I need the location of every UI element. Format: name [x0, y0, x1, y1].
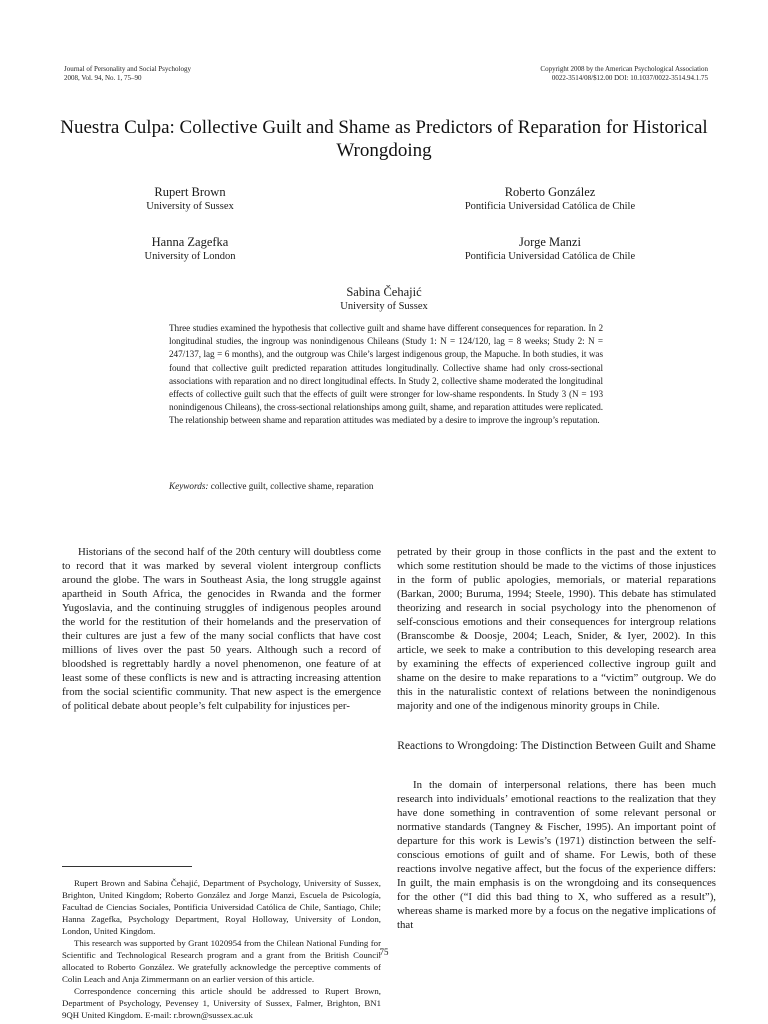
footnote: This research was supported by Grant 1020954 from the Chilean National Funding for Scientific and Technological Research program and a grant from the British Council allocated to Roberto González. We gratefully acknowledge the perceptive comments of Colin Leach and Anja Zimmermann on an earlier version of this article.: [62, 938, 381, 984]
journal-name: Journal of Personality and Social Psychology: [64, 65, 191, 73]
copyright-header: [540, 65, 708, 82]
page-number: 75: [379, 947, 389, 957]
author-name: Roberto González: [504, 185, 596, 199]
author-name: Rupert Brown: [154, 185, 226, 199]
article-title: Nuestra Culpa: Collective Guilt and Shame as Predictors of Reparation for Historical Wrongdoing: [60, 117, 708, 161]
copyright-line: Copyright 2008 by the American Psychological Association: [540, 65, 708, 73]
author-affiliation: Pontificia Universidad Católica de Chile: [464, 251, 636, 262]
author-affiliation: University of Sussex: [146, 201, 234, 212]
doi-line: 0022-3514/08/$12.00 DOI: 10.1037/0022-3514.94.1.75: [551, 73, 708, 82]
abstract: Three studies examined the hypothesis that collective guilt and shame have different consequences for reparation. In 2 longitudinal studies, the ingroup was nonindigenous Chileans (Study 1: N = 124/120, lag = 8 weeks; Study 2: N = 247/137, lag = 6 months), and the outgroup was Chile’s largest indigenous group, the Mapuche. In both studies, it was found that collective guilt predicted reparation attitudes longitudinally. Collective shame had only cross-sectional associations with reparation and no direct longitudinal effects. In Study 2, collective shame moderated the longitudinal effects of collective guilt such that the effects of guilt were stronger for low-shame respondents. In Study 3 (N = 193 nonindigenous Chileans), the cross-sectional relationships among guilt, shame, and reparation attitudes were replicated. The relationship between shame and reparation attitudes was mediated by a desire to improve the ingroup’s reputation.: [169, 323, 603, 426]
journal-header: [64, 65, 191, 82]
footnote-divider: [62, 866, 192, 867]
author-name: Hanna Zagefka: [151, 235, 229, 249]
body-paragraph: petrated by their group in those conflicts in the past and the extent to which some restitution should be made to the victims of those injustices in the form of public apologies, memorials, or material reparations (Barkan, 2000; Buruma, 1994; Steele, 1990). This debate has stimulated theorizing and research in social psychology into the phenomenon of self-conscious emotions and their consequences for intergroup relations (Branscombe & Doosje, 2004; Leach, Snider, & Iyer, 2002). In this article, we seek to make a contribution to this developing research area by examining the effects of experienced collective ingroup guilt and shame on the desire to make reparations to a “victim” outgroup. We do this in the naturalistic context of relations between the nonindigenous majority and one of the indigenous minority groups in Chile.: [397, 546, 716, 712]
body-paragraph: In the domain of interpersonal relations, there has been much research into individuals’ emotional reactions to the realization that they have done something in contravention of some relevant personal or normative standards (Tangney & Fischer, 1995). An important point of departure for this work is Lewis’s (1971) distinction between the self-conscious emotions of guilt and of shame. For Lewis, both of these reactions involve negative affect, but the focus of the experience differs: In guilt, the main emphasis is on the wrongdoing and its consequences for the other (“I did this bad thing to X, who suffered as a result”), whereas shame is marked more by a focus on the negative implications of that: [397, 779, 717, 931]
keywords: [169, 480, 603, 492]
section-body: [397, 778, 716, 932]
author-block: [304, 285, 464, 313]
keywords-text: collective guilt, collective shame, reparation: [210, 481, 374, 491]
author-block: [430, 185, 670, 213]
journal-volume: 2008, Vol. 94, No. 1, 75–90: [64, 73, 142, 82]
body-paragraph: Historians of the second half of the 20th century will doubtless come to record that it was marked by several violent intergroup conflicts around the globe. The wars in Southeast Asia, the long struggle against apartheid in South Africa, the genocides in Rwanda and the former Yugoslavia, and the continuing struggles of indigenous peoples around the world for the restitution of their homelands and the preservation of their cultures are just a few of the many social conflicts that have cost millions of lives over the past 50 years. Although such a record of bloodshed is regrettably hardly a novel phenomenon, one feature of at least some of these conflicts is new and is attracting increasing attention from the social scientific community. That new aspect is the emergence of political debate about people’s felt culpability for injustices per-: [62, 546, 381, 712]
author-affiliation: University of Sussex: [340, 301, 428, 312]
author-block: [110, 185, 270, 213]
author-affiliation: Pontificia Universidad Católica de Chile: [464, 201, 636, 212]
author-block: [430, 235, 670, 263]
body-column-right: [397, 545, 716, 713]
footnote: Correspondence concerning this article should be addressed to Rupert Brown, Department of Psychology, Pevensey 1, University of Sussex, Falmer, Brighton, BN1 9QH United Kingdom. E-mail: r.brown@sussex.ac.uk: [62, 986, 381, 1020]
footnote: Rupert Brown and Sabina Čehajić, Department of Psychology, University of Sussex, Brighton, United Kingdom; Roberto González and Jorge Manzi, Escuela de Psicología, Facultad de Ciencias Sociales, Pontificia Universidad Católica de Chile, Santiago, Chile; Hanna Zagefka, Psychology Department, Royal Holloway, University of London, London, United Kingdom.: [62, 878, 381, 936]
section-heading: Reactions to Wrongdoing: The Distinction Between Guilt and Shame: [397, 740, 716, 752]
author-name: Sabina Čehajić: [346, 285, 422, 299]
body-column-left: [62, 545, 381, 713]
author-block: [110, 235, 270, 263]
author-name: Jorge Manzi: [519, 235, 581, 249]
author-affiliation: University of London: [144, 251, 236, 262]
keywords-label: Keywords:: [169, 481, 209, 491]
